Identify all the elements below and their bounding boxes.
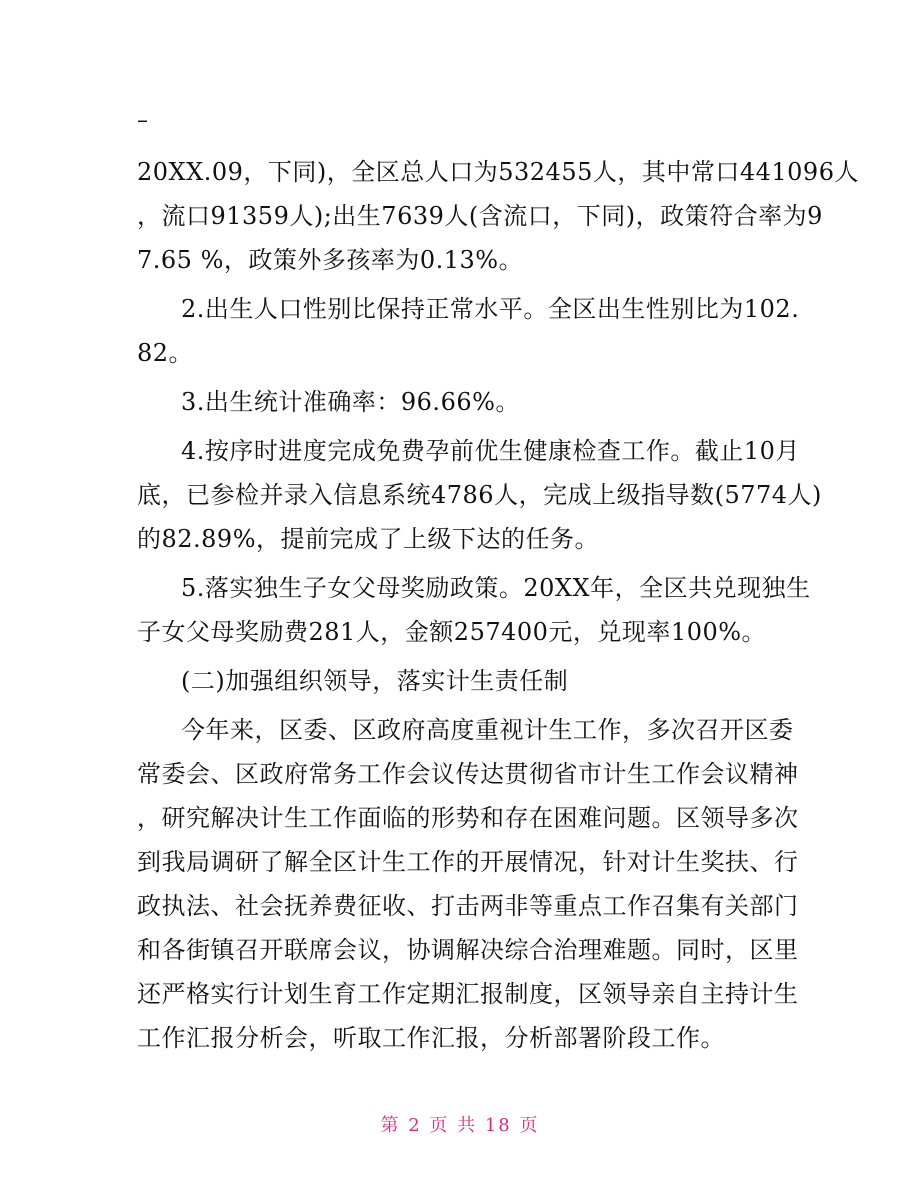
top-dash-mark: – xyxy=(137,108,148,133)
para-line-3: ，研究解决计生工作面临的形势和存在困难问题。区领导多次 xyxy=(137,804,799,832)
item-4-line-2: 底，已参检并录入信息系统4786人，完成上级指导数(5774人) xyxy=(137,481,822,509)
para-line-8: 工作汇报分析会，听取工作汇报，分析部署阶段工作。 xyxy=(137,1024,725,1052)
para-line-2: 常委会、区政府常务工作会议传达贯彻省市计生工作会议精神 xyxy=(137,760,799,788)
item-5-line-2: 子女父母奖励费281人，金额257400元，兑现率100%。 xyxy=(137,618,767,646)
body-line-3: 7.65 %，政策外多孩率为0.13%。 xyxy=(137,246,524,274)
item-2-line-2: 82。 xyxy=(137,339,194,367)
item-2-line-1: 2.出生人口性别比保持正常水平。全区出生性别比为102. xyxy=(181,295,800,323)
para-line-5: 政执法、社会抚养费征收、打击两非等重点工作召集有关部门 xyxy=(137,892,799,920)
para-line-4: 到我局调研了解全区计生工作的开展情况，针对计生奖扶、行 xyxy=(137,848,799,876)
document-body xyxy=(137,150,859,1060)
para-line-7: 还严格实行计划生育工作定期汇报制度，区领导亲自主持计生 xyxy=(137,980,799,1008)
item-4-line-1: 4.按序时进度完成免费孕前优生健康检查工作。截止10月 xyxy=(181,437,800,465)
item-4-line-3: 的82.89%，提前完成了上级下达的任务。 xyxy=(137,525,600,553)
body-line-1: 20XX.09，下同)，全区总人口为532455人，其中常口441096人 xyxy=(137,158,859,186)
item-3-line-1: 3.出生统计准确率：96.66%。 xyxy=(181,388,520,416)
para-line-1: 今年来，区委、区政府高度重视计生工作，多次召开区委 xyxy=(181,716,794,744)
para-line-6: 和各街镇召开联席会议，协调解决综合治理难题。同时，区里 xyxy=(137,936,799,964)
body-line-2: ，流口91359人);出生7639人(含流口，下同)，政策符合率为9 xyxy=(137,202,823,230)
item-5-line-1: 5.落实独生子女父母奖励政策。20XX年，全区共兑现独生 xyxy=(181,574,811,602)
page-number-footer: 第 2 页 共 18 页 xyxy=(380,1115,540,1136)
section-heading: (二)加强组织领导，落实计生责任制 xyxy=(181,667,569,695)
